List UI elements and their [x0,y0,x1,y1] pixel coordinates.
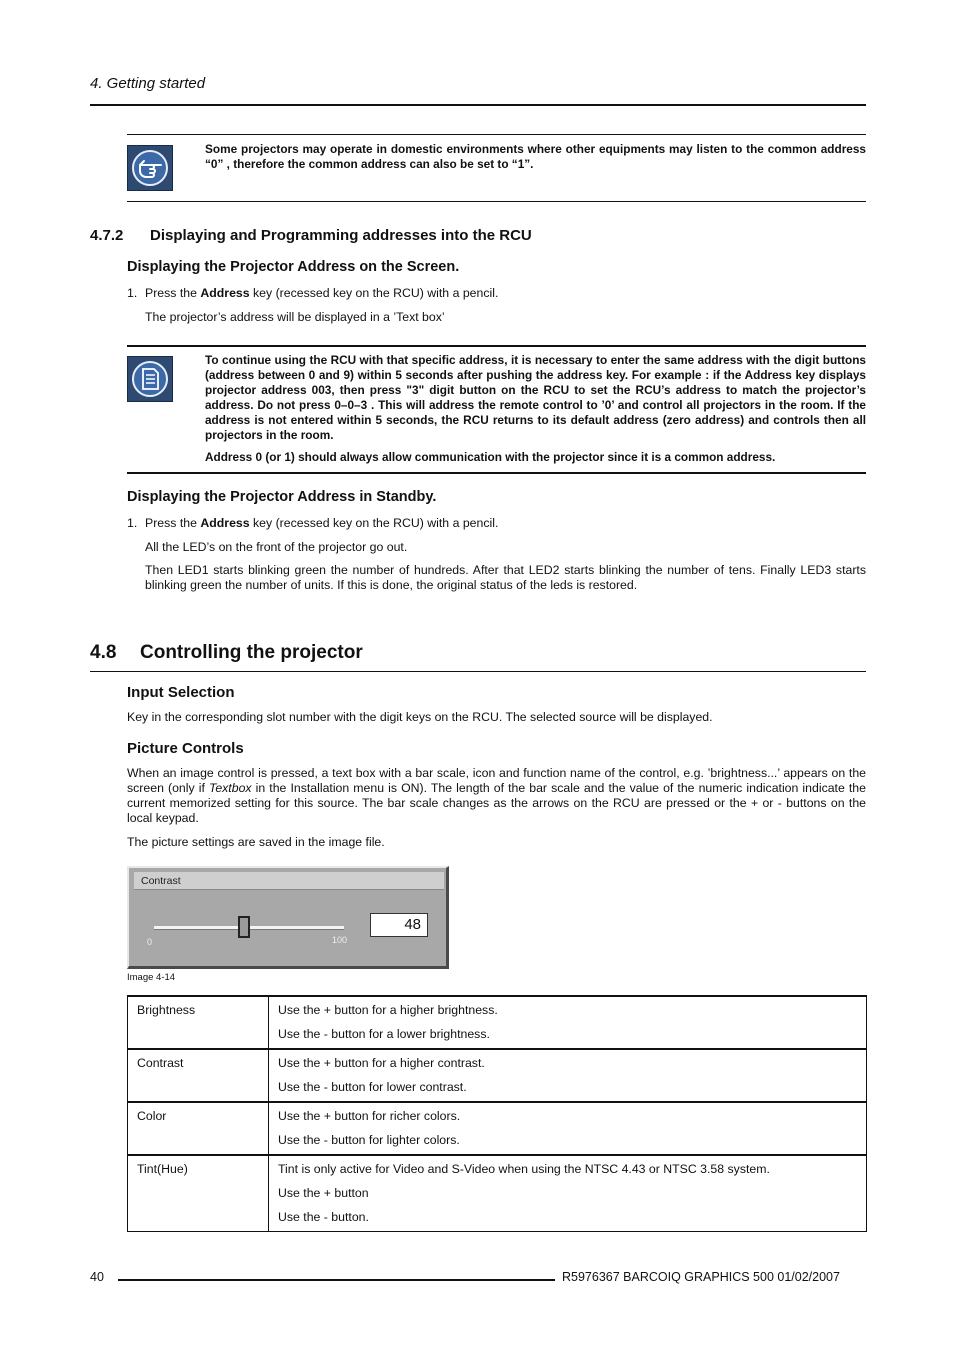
step-text [145,516,498,531]
standby-result-2: Then LED1 starts blinking green the number of hundreds. After that LED2 starts blinking the number of tens. Finally LED3 starts blinking green the number of units. If this is done, the original status of the leds is restored. [145,563,866,592]
contrast-value-box: 48 [370,913,428,937]
control-name: Color [128,1102,269,1155]
picture-controls-text-pre: When an image control is pressed, a text box with a bar scale, icon and function name of the control, e.g. ’brightness...’ appears on the screen (only if [127,766,866,795]
input-selection-text: Key in the corresponding slot number with the digit keys on the RCU. The selected source will be displayed. [127,710,713,724]
description-line: Use the - button for lower contrast. [278,1080,467,1094]
footer-rule [118,1279,555,1281]
section-rule [90,671,866,672]
page-number: 40 [90,1270,104,1284]
step-text-post: key (recessed key on the RCU) with a pencil. [249,516,499,530]
description-line: Use the - button for a lower brightness. [278,1027,490,1041]
standby-display-heading: Displaying the Projector Address in Standby. [127,489,437,505]
control-name: Tint(Hue) [128,1155,269,1232]
step-text-key: Address [200,516,250,530]
description-line: Use the + button for a higher brightness. [278,1003,498,1017]
description-line: Use the + button [278,1186,369,1200]
section-4-8-heading [90,642,363,663]
table-row [128,1102,867,1155]
pointing-hand-icon [127,145,173,191]
info-note [127,345,866,474]
control-description [269,996,867,1049]
step-number: 1. [127,516,138,530]
contrast-dialog [127,866,449,969]
description-line: Use the + button for a higher contrast. [278,1056,485,1070]
document-icon [127,356,173,402]
step-text-pre: Press the [145,286,201,300]
table-row [128,996,867,1049]
picture-controls-text-post: in the Installation menu is ON). The length of the bar scale and the value of the numeric indication indicate the current memorized setting for this source. The bar scale changes as the arrows on the RCU are pressed or the + or - buttons on the local keypad. [127,781,866,825]
image-caption: Image 4-14 [127,972,176,983]
section-number: 4.7.2 [90,227,124,244]
picture-settings-saved: The picture settings are saved in the image file. [127,835,385,849]
description-line: Use the - button for lighter colors. [278,1133,460,1147]
step-text-key: Address [200,286,250,300]
screen-step-result: The projector’s address will be displayed in a ’Text box’ [145,310,445,324]
contrast-slider-thumb[interactable] [238,916,250,938]
slider-max-label: 100 [332,935,348,945]
info-note-text: To continue using the RCU with that specific address, it is necessary to enter the same address with the digit buttons (address between 0 and 9) within 5 seconds after pushing the address key. For example : if the Address key displays projector address 003, then press "3" digit button on the RCU to set the RCU’s address to match the projector’s address. Do not press 0–0–3 . This will address the remote control to ’0’ and control all projectors in the room. If the address is not entered within 5 seconds, the RCU returns to its default address (zero address) and controls then all projectors in the room. [205,353,866,442]
step-text-post: key (recessed key on the RCU) with a pencil. [249,286,499,300]
control-name: Contrast [128,1049,269,1102]
dialog-title: Contrast [134,872,444,890]
section-number: 4.8 [90,642,117,663]
table-row [128,1155,867,1232]
tip-note [127,134,866,202]
picture-controls-text [127,766,866,826]
slider-min-label: 0 [147,937,153,947]
table-row [128,1049,867,1102]
description-line: Tint is only active for Video and S-Video when using the NTSC 4.43 or NTSC 3.58 system. [278,1162,770,1176]
textbox-term: Textbox [208,781,252,795]
description-line: Use the - button. [278,1210,369,1224]
section-title: Controlling the projector [140,642,363,663]
step-text-pre: Press the [145,516,201,530]
control-description [269,1155,867,1232]
info-note-common-address: Address 0 (or 1) should always allow communication with the projector since it is a common address. [205,450,776,464]
tip-note-text: Some projectors may operate in domestic environments where other equipments may listen to the common address “0” , therefore the common address can also be set to “1”. [205,142,866,171]
picture-controls-heading: Picture Controls [127,740,244,757]
footer-doc-info: R5976367 BARCOIQ GRAPHICS 500 01/02/2007 [562,1270,840,1284]
step-number: 1. [127,286,138,300]
description-line: Use the + button for richer colors. [278,1109,461,1123]
screen-display-heading: Displaying the Projector Address on the Screen. [127,259,460,275]
header-rule [90,104,866,106]
chapter-header: 4. Getting started [90,75,206,92]
section-4-7-2-heading [90,227,532,244]
control-description [269,1102,867,1155]
step-text [145,286,498,301]
control-description [269,1049,867,1102]
control-name: Brightness [128,996,269,1049]
input-selection-heading: Input Selection [127,684,235,701]
standby-result-1: All the LED’s on the front of the projector go out. [145,540,408,554]
picture-controls-table [127,995,867,1232]
section-title: Displaying and Programming addresses into the RCU [150,227,532,244]
